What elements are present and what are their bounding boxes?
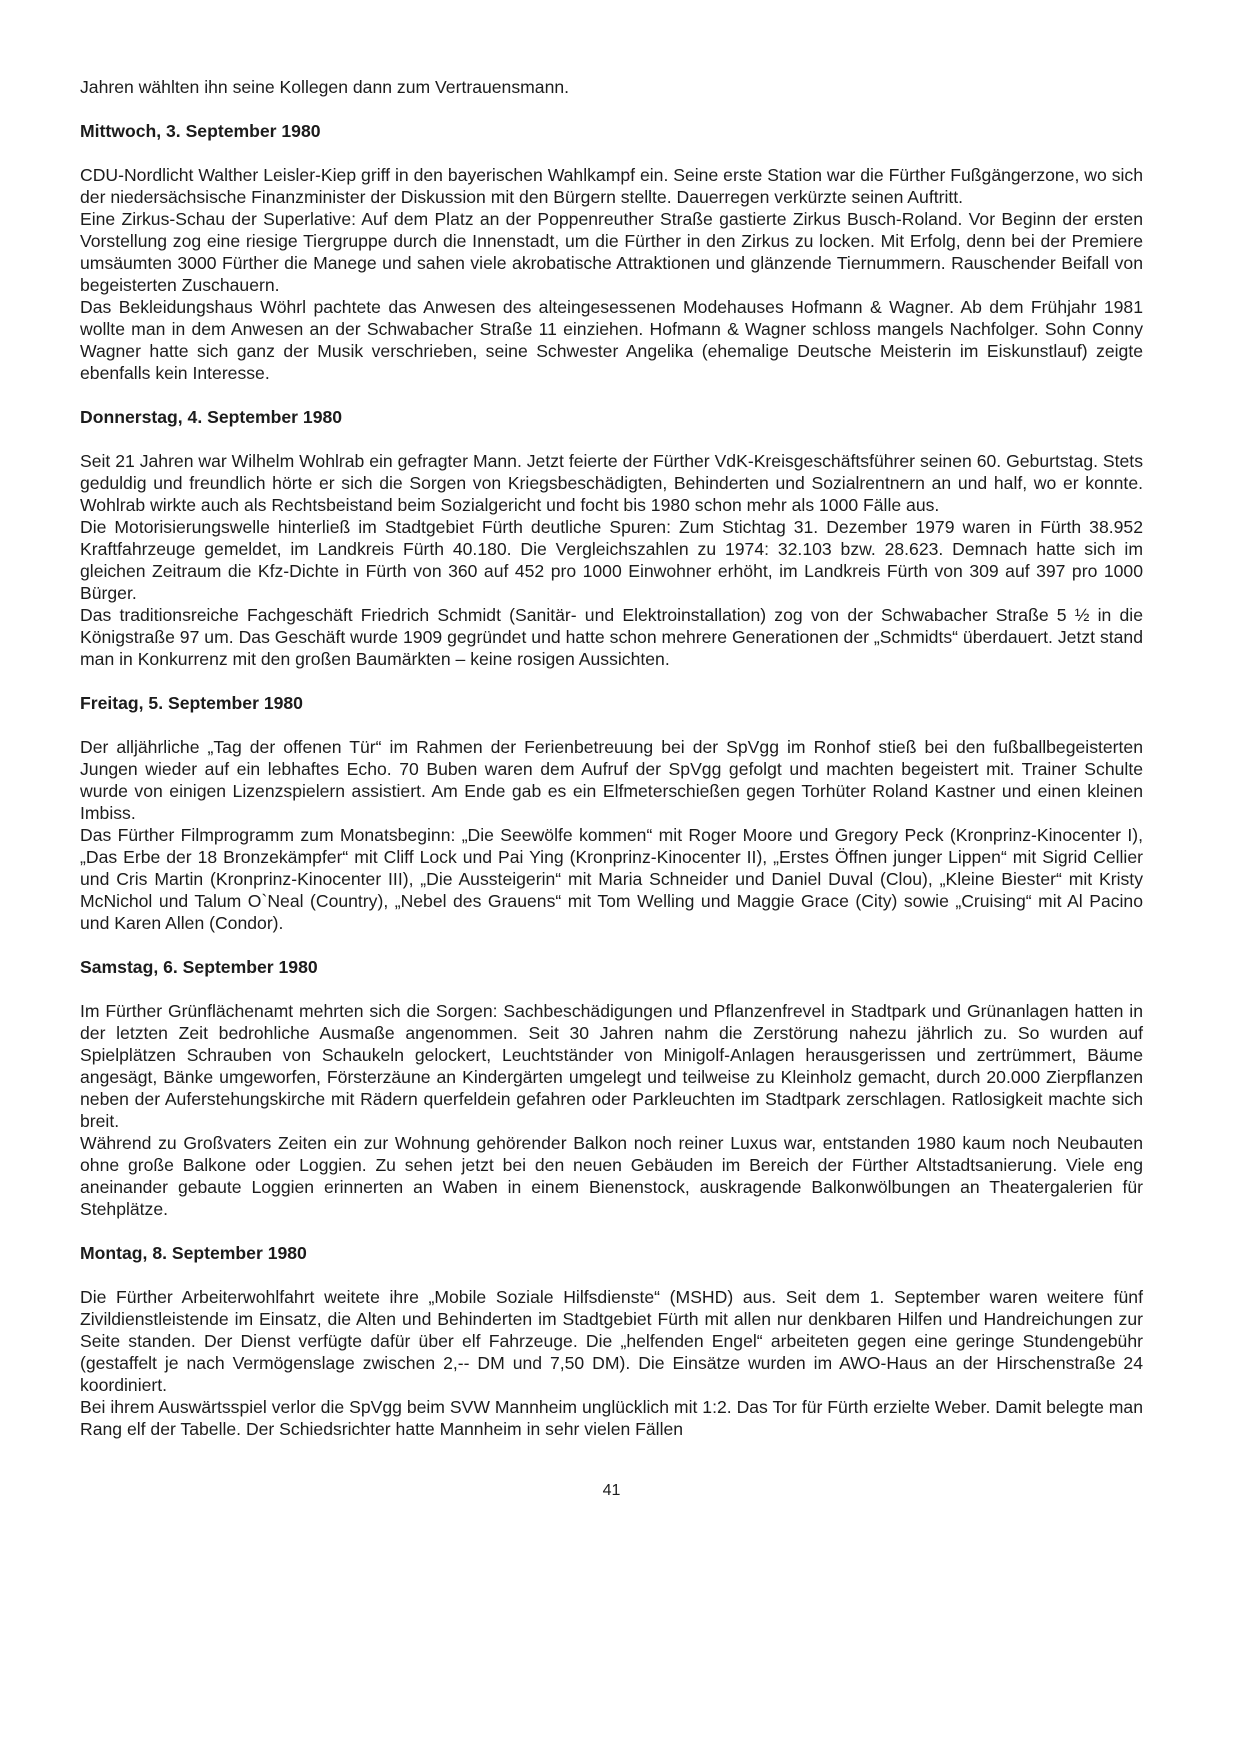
paragraph: Im Fürther Grünflächenamt mehrten sich die Sorgen: Sachbeschädigungen und Pflanzenfrevel in Stadtpark und Grünanlagen hatten in der letzten Zeit bedrohliche Ausmaße angenommen. Seit 30 Jahren nahm die Zerstörung nahezu jährlich zu. So wurden auf Spielplätzen Schrauben von Schaukeln gelockert, Leuchtständer von Minigolf-Anlagen herausgerissen und zertrümmert, Bäume angesägt, Bänke umgeworfen, Försterzäune an Kindergärten umgelegt und teilweise zu Kleinholz gemacht, durch 20.000 Zierpflanzen neben der Auferstehungskirche mit Rädern querfeldein gefahren oder Parkleuchten im Stadtpark zerschlagen. Ratlosigkeit machte sich breit. xyxy=(80,1001,1143,1131)
date-heading: Freitag, 5. September 1980 xyxy=(80,693,303,713)
page-number: 41 xyxy=(602,1482,621,1499)
date-heading: Donnerstag, 4. September 1980 xyxy=(80,407,343,427)
paragraph: Bei ihrem Auswärtsspiel verlor die SpVgg beim SVW Mannheim unglücklich mit 1:2. Das Tor für Fürth erzielte Weber. Damit belegte man Rang elf der Tabelle. Der Schiedsrichter hatte Mannheim in sehr vielen Fällen xyxy=(80,1397,1143,1439)
day-section-donnerstag xyxy=(80,406,1143,670)
date-heading: Montag, 8. September 1980 xyxy=(80,1243,307,1263)
day-section-samstag xyxy=(80,956,1143,1220)
paragraph: Das Bekleidungshaus Wöhrl pachtete das Anwesen des alteingesessenen Modehauses Hofmann & Wagner. Ab dem Frühjahr 1981 wollte man in dem Anwesen an der Schwabacher Straße 11 einziehen. Hofmann & Wagner schloss mangels Nachfolger. Sohn Conny Wagner hatte sich ganz der Musik verschrieben, seine Schwester Angelika (ehemalige Deutsche Meisterin im Eiskunstlauf) zeigte ebenfalls kein Interesse. xyxy=(80,297,1143,383)
paragraph: Eine Zirkus-Schau der Superlative: Auf dem Platz an der Poppenreuther Straße gastierte Zirkus Busch-Roland. Vor Beginn der ersten Vorstellung zog eine riesige Tiergruppe durch die Innenstadt, um die Fürther in den Zirkus zu locken. Mit Erfolg, denn bei der Premiere umsäumten 3000 Fürther die Manege und sahen viele akrobatische Attraktionen und glänzende Tiernummern. Rauschender Beifall von begeisterten Zuschauern. xyxy=(80,209,1143,295)
date-heading: Samstag, 6. September 1980 xyxy=(80,957,318,977)
paragraph: Während zu Großvaters Zeiten ein zur Wohnung gehörender Balkon noch reiner Luxus war, entstanden 1980 kaum noch Neubauten ohne große Balkone oder Loggien. Zu sehen jetzt bei den neuen Gebäuden im Bereich der Fürther Altstadtsanierung. Viele eng aneinander gebaute Loggien erinnerten an Waben in einem Bienenstock, auskragende Balkonwölbungen an Theatergalerien für Stehplätze. xyxy=(80,1133,1143,1219)
paragraph: Seit 21 Jahren war Wilhelm Wohlrab ein gefragter Mann. Jetzt feierte der Fürther VdK-Kreisgeschäftsführer seinen 60. Geburtstag. Stets geduldig und freundlich hörte er sich die Sorgen von Kriegsbeschädigten, Behinderten und Sozialrentnern an und half, wo er konnte. Wohlrab wirkte auch als Rechtsbeistand beim Sozialgericht und focht bis 1980 schon mehr als 1000 Fälle aus. xyxy=(80,451,1143,515)
day-section-freitag xyxy=(80,692,1143,934)
date-heading: Mittwoch, 3. September 1980 xyxy=(80,121,321,141)
paragraph: Das Fürther Filmprogramm zum Monatsbeginn: „Die Seewölfe kommen“ mit Roger Moore und Gregory Peck (Kronprinz-Kinocenter I), „Das Erbe der 18 Bronzekämpfer“ mit Cliff Lock und Pai Ying (Kronprinz-Kinocenter II), „Erstes Öffnen junger Lippen“ mit Sigrid Cellier und Cris Martin (Kronprinz-Kinocenter III), „Die Aussteigerin“ mit Maria Schneider und Daniel Duval (Clou), „Kleine Biester“ mit Kristy McNichol und Talum O`Neal (Country), „Nebel des Grauens“ mit Tom Welling und Maggie Grace (City) sowie „Cruising“ mit Al Pacino und Karen Allen (Condor). xyxy=(80,825,1143,933)
day-section-mittwoch xyxy=(80,120,1143,384)
paragraph: CDU-Nordlicht Walther Leisler-Kiep griff in den bayerischen Wahlkampf ein. Seine erste Station war die Fürther Fußgängerzone, wo sich der niedersächsische Finanzminister der Diskussion mit den Bürgern stellte. Dauerregen verkürzte seinen Auftritt. xyxy=(80,165,1143,207)
paragraph: Das traditionsreiche Fachgeschäft Friedrich Schmidt (Sanitär- und Elektroinstallation) zog von der Schwabacher Straße 5 ½ in die Königstraße 97 um. Das Geschäft wurde 1909 gegründet und hatte schon mehrere Generationen der „Schmidts“ überdauert. Jetzt stand man in Konkurrenz mit den großen Baumärkten – keine rosigen Aussichten. xyxy=(80,605,1143,669)
paragraph: Die Motorisierungswelle hinterließ im Stadtgebiet Fürth deutliche Spuren: Zum Stichtag 31. Dezember 1979 waren in Fürth 38.952 Kraftfahrzeuge gemeldet, im Landkreis Fürth 40.180. Die Vergleichszahlen zu 1974: 32.103 bzw. 28.623. Demnach hatte sich im gleichen Zeitraum die Kfz-Dichte in Fürth von 360 auf 452 pro 1000 Einwohner erhöht, im Landkreis Fürth von 309 auf 397 pro 1000 Bürger. xyxy=(80,517,1143,603)
paragraph: Der alljährliche „Tag der offenen Tür“ im Rahmen der Ferienbetreuung bei der SpVgg im Ronhof stieß bei den fußballbegeisterten Jungen wieder auf ein lebhaftes Echo. 70 Buben waren dem Aufruf der SpVgg gefolgt und machten begeistert mit. Trainer Schulte wurde von einigen Lizenzspielern assistiert. Am Ende gab es ein Elfmeterschießen gegen Torhüter Roland Kastner und einen kleinen Imbiss. xyxy=(80,737,1143,823)
paragraph: Die Fürther Arbeiterwohlfahrt weitete ihre „Mobile Soziale Hilfsdienste“ (MSHD) aus. Seit dem 1. September waren weitere fünf Zivildienstleistende im Einsatz, die Alten und Behinderten im Stadtgebiet Fürth mit allen nur denkbaren Hilfen und Handreichungen zur Seite standen. Der Dienst verfügte dafür über elf Fahrzeuge. Die „helfenden Engel“ arbeiteten gegen eine geringe Stundengebühr (gestaffelt je nach Vermögenslage zwischen 2,-- DM und 7,50 DM). Die Einsätze wurden im AWO-Haus an der Hirschenstraße 24 koordiniert. xyxy=(80,1287,1143,1395)
day-section-montag xyxy=(80,1242,1143,1440)
intro-paragraph: Jahren wählten ihn seine Kollegen dann zum Vertrauensmann. xyxy=(80,77,570,97)
